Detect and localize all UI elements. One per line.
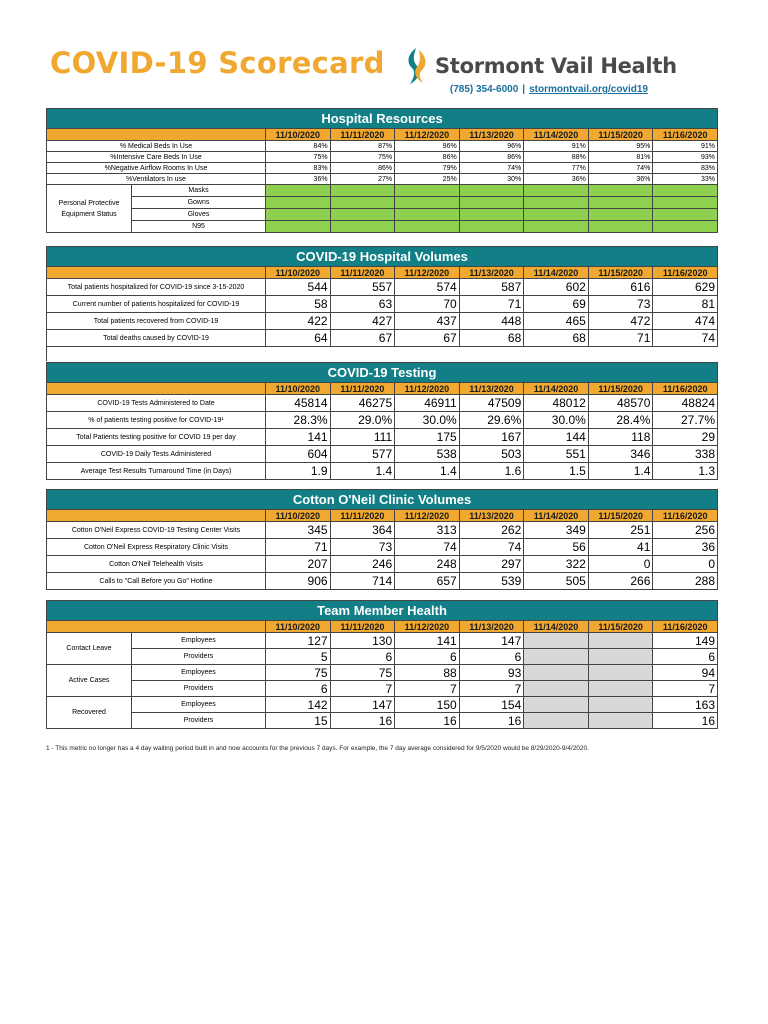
- value-cell: 88%: [524, 152, 589, 163]
- value-cell: 16: [459, 713, 524, 729]
- value-cell: 33%: [653, 174, 718, 185]
- row-label: COVID-19 Daily Tests Administered: [47, 446, 266, 463]
- value-cell: 256: [653, 522, 718, 539]
- value-cell: 48012: [524, 395, 589, 412]
- logo-text: Stormont Vail Health: [435, 54, 677, 78]
- value-cell: 427: [330, 313, 395, 330]
- row-label: % Medical Beds In Use: [47, 141, 266, 152]
- value-cell: 75: [266, 665, 331, 681]
- row-label: Calls to "Call Before you Go" Hotline: [47, 573, 266, 590]
- value-cell: 714: [330, 573, 395, 590]
- value-cell: 29: [653, 429, 718, 446]
- value-cell: [524, 665, 589, 681]
- value-cell: 36%: [266, 174, 331, 185]
- date-cell: 11/13/2020: [459, 510, 524, 522]
- table-row: [47, 313, 718, 330]
- value-cell: 67: [330, 330, 395, 347]
- row-label: Cotton O'Neil Telehealth Visits: [47, 556, 266, 573]
- value-cell: 150: [395, 697, 460, 713]
- value-cell: 91%: [653, 141, 718, 152]
- sub-label: Employees: [132, 665, 266, 681]
- value-cell: 83%: [653, 163, 718, 174]
- value-cell: 45814: [266, 395, 331, 412]
- value-cell: 7: [459, 681, 524, 697]
- value-cell: 68: [524, 330, 589, 347]
- value-cell: 577: [330, 446, 395, 463]
- value-cell: 163: [653, 697, 718, 713]
- table-row: [47, 174, 718, 185]
- value-cell: 474: [653, 313, 718, 330]
- value-cell: 69: [524, 296, 589, 313]
- table-row: [47, 573, 718, 590]
- table-row: [47, 522, 718, 539]
- value-cell: 48824: [653, 395, 718, 412]
- table-row: [47, 713, 718, 729]
- value-cell: 86%: [330, 163, 395, 174]
- date-cell: 11/16/2020: [653, 383, 718, 395]
- value-cell: 149: [653, 633, 718, 649]
- value-cell: 251: [588, 522, 653, 539]
- value-cell: 67: [395, 330, 460, 347]
- value-cell: 30.0%: [395, 412, 460, 429]
- value-cell: 96%: [459, 141, 524, 152]
- date-cell: 11/14/2020: [524, 267, 589, 279]
- value-cell: 1.4: [330, 463, 395, 480]
- value-cell: 465: [524, 313, 589, 330]
- ppe-item: Masks: [132, 185, 266, 197]
- value-cell: 338: [653, 446, 718, 463]
- value-cell: 111: [330, 429, 395, 446]
- value-cell: 68: [459, 330, 524, 347]
- table-row: [47, 152, 718, 163]
- team-health-section: [46, 600, 718, 729]
- value-cell: 28.4%: [588, 412, 653, 429]
- contact-line: [450, 84, 648, 95]
- date-cell: 11/16/2020: [653, 510, 718, 522]
- value-cell: 74: [395, 539, 460, 556]
- value-cell: 130: [330, 633, 395, 649]
- value-cell: 63: [330, 296, 395, 313]
- value-cell: 74: [459, 539, 524, 556]
- row-label: Current number of patients hospitalized for COVID-19: [47, 296, 266, 313]
- value-cell: 248: [395, 556, 460, 573]
- date-cell: 11/12/2020: [395, 510, 460, 522]
- value-cell: 422: [266, 313, 331, 330]
- table-row: [47, 649, 718, 665]
- value-cell: 30%: [459, 174, 524, 185]
- value-cell: 84%: [266, 141, 331, 152]
- clinic-table: [46, 489, 718, 590]
- section-title: Cotton O'Neil Clinic Volumes: [47, 490, 718, 510]
- hospital-resources-table: [46, 108, 718, 233]
- date-cell: 11/11/2020: [330, 621, 395, 633]
- date-cell: 11/14/2020: [524, 383, 589, 395]
- value-cell: 71: [459, 296, 524, 313]
- value-cell: 15: [266, 713, 331, 729]
- value-cell: [588, 697, 653, 713]
- phone-number: (785) 354-6000: [449, 84, 519, 95]
- value-cell: 587: [459, 279, 524, 296]
- value-cell: 346: [588, 446, 653, 463]
- value-cell: 16: [330, 713, 395, 729]
- date-cell: 11/12/2020: [395, 267, 460, 279]
- table-row: [47, 296, 718, 313]
- value-cell: 41: [588, 539, 653, 556]
- value-cell: 93%: [653, 152, 718, 163]
- value-cell: 86%: [459, 152, 524, 163]
- value-cell: 602: [524, 279, 589, 296]
- value-cell: 36%: [588, 174, 653, 185]
- value-cell: 6: [459, 649, 524, 665]
- value-cell: 616: [588, 279, 653, 296]
- value-cell: [524, 697, 589, 713]
- table-row: [47, 665, 718, 681]
- table-row: [47, 446, 718, 463]
- table-row: [47, 633, 718, 649]
- value-cell: 70: [395, 296, 460, 313]
- value-cell: 6: [330, 649, 395, 665]
- value-cell: [524, 649, 589, 665]
- value-cell: [588, 649, 653, 665]
- row-label: %Ventilators In use: [47, 174, 266, 185]
- value-cell: [588, 633, 653, 649]
- row-label: %Negative Airflow Rooms In Use: [47, 163, 266, 174]
- value-cell: [588, 665, 653, 681]
- value-cell: 167: [459, 429, 524, 446]
- date-cell: 11/10/2020: [266, 510, 331, 522]
- sub-label: Providers: [132, 681, 266, 697]
- hospital-resources-section: [46, 108, 718, 233]
- sub-label: Employees: [132, 633, 266, 649]
- value-cell: [524, 681, 589, 697]
- date-cell: 11/12/2020: [395, 129, 460, 141]
- value-cell: 266: [588, 573, 653, 590]
- stormont-vail-logo-icon: [404, 46, 430, 86]
- value-cell: 77%: [524, 163, 589, 174]
- value-cell: 75: [330, 665, 395, 681]
- value-cell: 71: [588, 330, 653, 347]
- value-cell: 46911: [395, 395, 460, 412]
- value-cell: 0: [653, 556, 718, 573]
- row-label: Total deaths caused by COVID-19: [47, 330, 266, 347]
- date-cell: 11/15/2020: [588, 621, 653, 633]
- section-title: COVID-19 Testing: [47, 363, 718, 383]
- row-label: COVID-19 Tests Administered to Date: [47, 395, 266, 412]
- date-cell: 11/15/2020: [588, 129, 653, 141]
- value-cell: 544: [266, 279, 331, 296]
- value-cell: 207: [266, 556, 331, 573]
- date-cell: 11/10/2020: [266, 267, 331, 279]
- value-cell: 448: [459, 313, 524, 330]
- group-label: Recovered: [47, 697, 132, 729]
- row-label: Average Test Results Turnaround Time (in Days): [47, 463, 266, 480]
- table-row: [47, 330, 718, 347]
- value-cell: 1.6: [459, 463, 524, 480]
- value-cell: 1.4: [588, 463, 653, 480]
- value-cell: 6: [395, 649, 460, 665]
- value-cell: 79%: [395, 163, 460, 174]
- date-cell: 11/11/2020: [330, 129, 395, 141]
- value-cell: 29.0%: [330, 412, 395, 429]
- value-cell: 288: [653, 573, 718, 590]
- ppe-row: [47, 221, 718, 233]
- date-row: [47, 267, 718, 279]
- value-cell: 154: [459, 697, 524, 713]
- value-cell: 364: [330, 522, 395, 539]
- value-cell: 345: [266, 522, 331, 539]
- ppe-row: [47, 197, 718, 209]
- value-cell: 141: [395, 633, 460, 649]
- value-cell: 36: [653, 539, 718, 556]
- value-cell: 30.0%: [524, 412, 589, 429]
- date-cell: 11/15/2020: [588, 510, 653, 522]
- value-cell: 147: [330, 697, 395, 713]
- value-cell: 95%: [588, 141, 653, 152]
- value-cell: 437: [395, 313, 460, 330]
- value-cell: 313: [395, 522, 460, 539]
- date-cell: 11/10/2020: [266, 383, 331, 395]
- value-cell: [588, 681, 653, 697]
- ppe-row: [47, 185, 718, 197]
- value-cell: 16: [653, 713, 718, 729]
- value-cell: 1.3: [653, 463, 718, 480]
- value-cell: 538: [395, 446, 460, 463]
- value-cell: 73: [588, 296, 653, 313]
- testing-table: [46, 362, 718, 480]
- date-cell: 11/11/2020: [330, 383, 395, 395]
- value-cell: 127: [266, 633, 331, 649]
- table-row: [47, 141, 718, 152]
- table-row: [47, 697, 718, 713]
- date-cell: 11/11/2020: [330, 510, 395, 522]
- table-row: [47, 412, 718, 429]
- value-cell: 75%: [330, 152, 395, 163]
- value-cell: 574: [395, 279, 460, 296]
- row-label: %Intensive Care Beds In Use: [47, 152, 266, 163]
- value-cell: 29.6%: [459, 412, 524, 429]
- value-cell: 7: [395, 681, 460, 697]
- date-cell: 11/11/2020: [330, 267, 395, 279]
- date-cell: 11/14/2020: [524, 510, 589, 522]
- value-cell: 349: [524, 522, 589, 539]
- value-cell: 74: [653, 330, 718, 347]
- value-cell: 1.9: [266, 463, 331, 480]
- value-cell: [588, 713, 653, 729]
- table-row: [47, 556, 718, 573]
- section-title: Hospital Resources: [47, 109, 718, 129]
- section-title: Team Member Health: [47, 601, 718, 621]
- value-cell: 88: [395, 665, 460, 681]
- value-cell: 147: [459, 633, 524, 649]
- value-cell: 25%: [395, 174, 460, 185]
- table-row: [47, 539, 718, 556]
- date-row: [47, 510, 718, 522]
- value-cell: 91%: [524, 141, 589, 152]
- hospital-volumes-section: [46, 246, 718, 361]
- covid-link[interactable]: stormontvail.org/covid19: [529, 84, 648, 95]
- date-row: [47, 129, 718, 141]
- value-cell: 27%: [330, 174, 395, 185]
- team-health-table: [46, 600, 718, 729]
- value-cell: 7: [653, 681, 718, 697]
- value-cell: 906: [266, 573, 331, 590]
- value-cell: 0: [588, 556, 653, 573]
- value-cell: 1.5: [524, 463, 589, 480]
- value-cell: 503: [459, 446, 524, 463]
- date-cell: 11/13/2020: [459, 267, 524, 279]
- row-label: % of patients testing positive for COVID-19¹: [47, 412, 266, 429]
- value-cell: 1.4: [395, 463, 460, 480]
- value-cell: 27.7%: [653, 412, 718, 429]
- value-cell: 7: [330, 681, 395, 697]
- value-cell: 81%: [588, 152, 653, 163]
- group-label: Active Cases: [47, 665, 132, 697]
- table-row: [47, 429, 718, 446]
- sub-label: Providers: [132, 713, 266, 729]
- value-cell: 56: [524, 539, 589, 556]
- value-cell: 93: [459, 665, 524, 681]
- value-cell: 58: [266, 296, 331, 313]
- date-cell: 11/12/2020: [395, 383, 460, 395]
- date-cell: 11/14/2020: [524, 129, 589, 141]
- value-cell: 657: [395, 573, 460, 590]
- value-cell: 262: [459, 522, 524, 539]
- footnote: 1 - This metric no longer has a 4 day waiting period built in and now accounts for the previous 7 days. For example, the 7 day average considered for 9/5/2020 would be 8/29/2020-9/4/2020.: [46, 745, 589, 752]
- value-cell: 74%: [459, 163, 524, 174]
- date-cell: 11/13/2020: [459, 383, 524, 395]
- value-cell: 64: [266, 330, 331, 347]
- value-cell: [524, 633, 589, 649]
- value-cell: 557: [330, 279, 395, 296]
- value-cell: 6: [653, 649, 718, 665]
- page-title: COVID-19 Scorecard: [50, 46, 385, 80]
- hospital-volumes-table: [46, 246, 718, 361]
- value-cell: 46275: [330, 395, 395, 412]
- sub-label: Providers: [132, 649, 266, 665]
- section-title: COVID-19 Hospital Volumes: [47, 247, 718, 267]
- date-cell: 11/15/2020: [588, 383, 653, 395]
- date-cell: 11/13/2020: [459, 129, 524, 141]
- value-cell: 141: [266, 429, 331, 446]
- value-cell: 28.3%: [266, 412, 331, 429]
- value-cell: 48570: [588, 395, 653, 412]
- value-cell: 6: [266, 681, 331, 697]
- clinic-section: [46, 489, 718, 590]
- ppe-label: Personal Protective Equipment Status: [47, 185, 132, 233]
- table-row: [47, 163, 718, 174]
- value-cell: 81: [653, 296, 718, 313]
- value-cell: [524, 713, 589, 729]
- date-cell: 11/16/2020: [653, 267, 718, 279]
- value-cell: 16: [395, 713, 460, 729]
- table-row: [47, 395, 718, 412]
- value-cell: 142: [266, 697, 331, 713]
- contact-separator: |: [522, 84, 526, 95]
- date-cell: 11/16/2020: [653, 129, 718, 141]
- value-cell: 73: [330, 539, 395, 556]
- value-cell: 472: [588, 313, 653, 330]
- date-cell: 11/13/2020: [459, 621, 524, 633]
- date-cell: 11/16/2020: [653, 621, 718, 633]
- value-cell: 505: [524, 573, 589, 590]
- sub-label: Employees: [132, 697, 266, 713]
- value-cell: 144: [524, 429, 589, 446]
- value-cell: 47509: [459, 395, 524, 412]
- ppe-row: [47, 209, 718, 221]
- table-row: [47, 681, 718, 697]
- ppe-item: Gowns: [132, 197, 266, 209]
- spacer-row: [47, 347, 718, 361]
- value-cell: 551: [524, 446, 589, 463]
- date-cell: 11/14/2020: [524, 621, 589, 633]
- row-label: Cotton O'Neil Express COVID-19 Testing Center Visits: [47, 522, 266, 539]
- date-cell: 11/12/2020: [395, 621, 460, 633]
- value-cell: 96%: [395, 141, 460, 152]
- value-cell: 539: [459, 573, 524, 590]
- value-cell: 71: [266, 539, 331, 556]
- value-cell: 629: [653, 279, 718, 296]
- value-cell: 175: [395, 429, 460, 446]
- date-cell: 11/15/2020: [588, 267, 653, 279]
- row-label: Total patients recovered from COVID-19: [47, 313, 266, 330]
- table-row: [47, 279, 718, 296]
- row-label: Total patients hospitalized for COVID-19 since 3-15-2020: [47, 279, 266, 296]
- logo: [404, 46, 677, 86]
- row-label: Cotton O'Neil Express Respiratory Clinic Visits: [47, 539, 266, 556]
- ppe-item: Gloves: [132, 209, 266, 221]
- row-label: Total Patients testing positive for COVID 19 per day: [47, 429, 266, 446]
- date-row: [47, 383, 718, 395]
- value-cell: 246: [330, 556, 395, 573]
- value-cell: 5: [266, 649, 331, 665]
- ppe-item: N95: [132, 221, 266, 233]
- value-cell: 604: [266, 446, 331, 463]
- value-cell: 322: [524, 556, 589, 573]
- value-cell: 74%: [588, 163, 653, 174]
- date-cell: 11/10/2020: [266, 621, 331, 633]
- value-cell: 36%: [524, 174, 589, 185]
- value-cell: 86%: [395, 152, 460, 163]
- date-row: [47, 621, 718, 633]
- group-label: Contact Leave: [47, 633, 132, 665]
- value-cell: 87%: [330, 141, 395, 152]
- value-cell: 297: [459, 556, 524, 573]
- value-cell: 83%: [266, 163, 331, 174]
- date-cell: 11/10/2020: [266, 129, 331, 141]
- table-row: [47, 463, 718, 480]
- value-cell: 118: [588, 429, 653, 446]
- value-cell: 75%: [266, 152, 331, 163]
- testing-section: [46, 362, 718, 480]
- value-cell: 94: [653, 665, 718, 681]
